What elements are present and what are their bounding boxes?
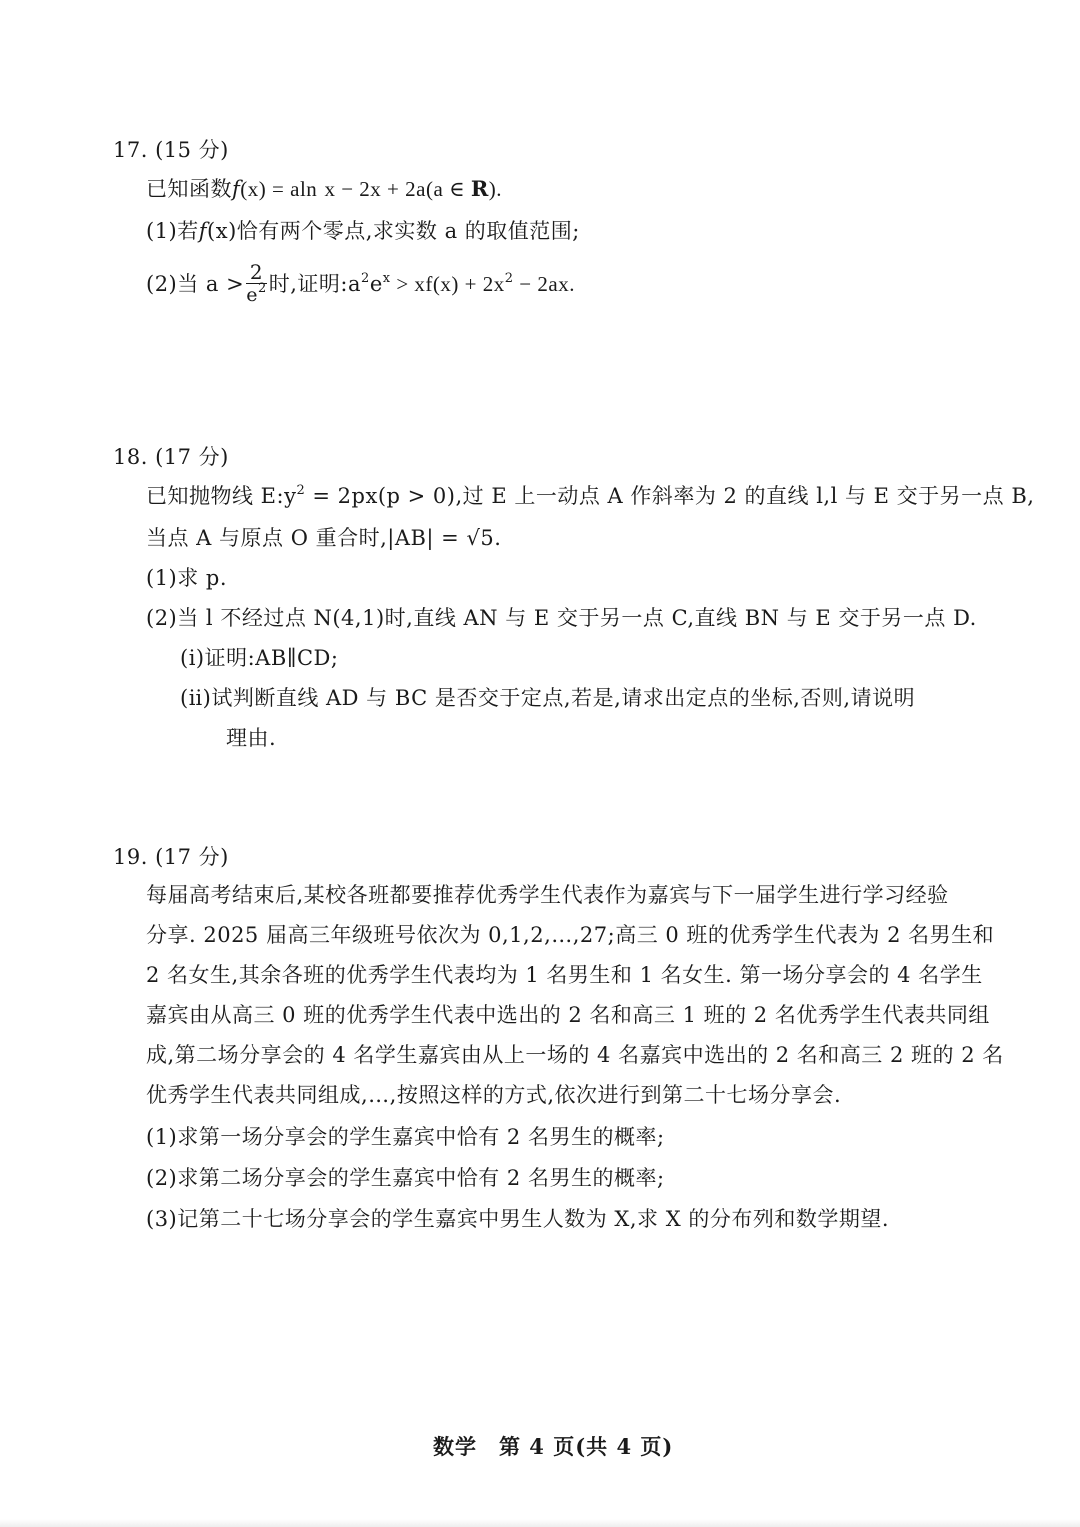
q19-part2: (2)求第二场分享会的学生嘉宾中恰有 2 名男生的概率;	[146, 1166, 665, 1190]
q19-part3: (3)记第二十七场分享会的学生嘉宾中男生人数为 X,求 X 的分布列和数学期望.	[146, 1207, 890, 1231]
q18-part2: (2)当 l 不经过点 N(4,1)时,直线 AN 与 E 交于另一点 C,直线 BN 与 E 交于另一点 D.	[146, 606, 977, 630]
q19-header: 19. (17 分)	[113, 845, 229, 869]
q19-body-line: 优秀学生代表共同组成,…,按照这样的方式,依次进行到第二十七场分享会.	[146, 1083, 842, 1107]
q19-body-line: 嘉宾由从高三 0 班的优秀学生代表中选出的 2 名和高三 1 班的 2 名优秀学生代表共同组	[146, 1003, 990, 1027]
q19-body-line: 2 名女生,其余各班的优秀学生代表均为 1 名男生和 1 名女生. 第一场分享会的 4 名学生	[146, 963, 983, 987]
q18-part2-i: (ⅰ)证明:AB∥CD;	[180, 646, 339, 670]
q18-header: 18. (17 分)	[113, 445, 229, 469]
q18-stem-line-1: 已知抛物线 $E:y^2 = 2px(p > 0)$,过 E 上一动点 A 作斜率为 2 的直线 l,l 与 E 交于另一点 B,	[146, 483, 1035, 508]
q18-stem-line-2: 当点 A 与原点 O 重合时,|AB| = √5.	[146, 526, 502, 550]
fraction-2-over-e2: $\frac{2}{e^2}$	[246, 260, 267, 306]
q19-body-line: 成,第二场分享会的 4 名学生嘉宾由从上一场的 4 名嘉宾中选出的 2 名和高三 2 班的 2 名	[146, 1043, 1004, 1067]
q18-part2-ii: (ⅱ)试判断直线 AD 与 BC 是否交于定点,若是,请求出定点的坐标,否则,请说明	[180, 686, 916, 710]
q19-body-line: 每届高考结束后,某校各班都要推荐优秀学生代表作为嘉宾与下一届学生进行学习经验	[146, 883, 949, 907]
q18-part1: (1)求 p.	[146, 566, 228, 590]
scan-bottom-edge	[0, 1519, 1080, 1527]
q17-stem: 已知函数f(x) = aln x − 2x + 2a(a ∈ R).	[146, 176, 503, 201]
q19-body-line: 分享. 2025 届高三年级班号依次为 0,1,2,…,27;高三 0 班的优秀学生代表为 2 名男生和	[146, 923, 995, 947]
page-footer: 数学 第 4 页(共 4 页)	[433, 1434, 674, 1459]
q17-part2: (2)当 a > $\frac{2}{e^2}$ 时,证明$:a^2e^x > xf(x) + 2x^2 - 2ax$.	[146, 260, 575, 306]
q17-header: 17. (15 分)	[113, 138, 229, 162]
q17-part1: (1)若f(x)恰有两个零点,求实数 a 的取值范围;	[146, 219, 580, 243]
q18-part2-ii-cont: 理由.	[226, 726, 277, 750]
q19-part1: (1)求第一场分享会的学生嘉宾中恰有 2 名男生的概率;	[146, 1125, 665, 1149]
